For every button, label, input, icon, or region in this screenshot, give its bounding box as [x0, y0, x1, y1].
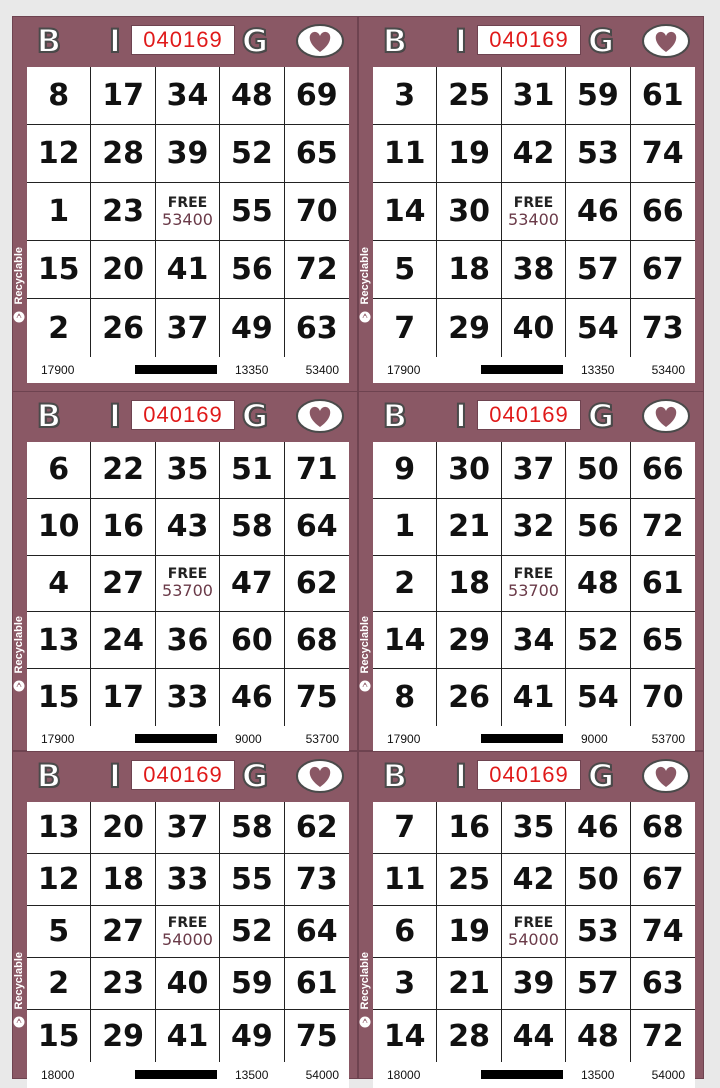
number-cell: 10 — [27, 499, 91, 556]
number-cell: 57 — [566, 241, 630, 299]
free-code: 53400 — [508, 209, 559, 229]
number-cell: 66 — [631, 442, 695, 499]
number-cell: 39 — [156, 125, 220, 183]
number-cell: 57 — [566, 958, 630, 1010]
header-letter-b: B — [36, 22, 62, 60]
card-header — [359, 392, 703, 442]
free-code: 53700 — [508, 581, 559, 601]
recycle-icon — [13, 679, 25, 691]
recycle-icon — [359, 310, 371, 322]
number-cell: 75 — [295, 680, 338, 716]
number-cell: 54 — [566, 669, 630, 726]
number-cell: 34 — [502, 612, 566, 669]
number-cell: 54 — [566, 299, 630, 357]
header-letter-b: B — [382, 757, 408, 795]
number-grid — [373, 67, 695, 357]
number-cell: 29 — [91, 1010, 155, 1062]
free-label: FREE — [513, 194, 554, 211]
card-footer — [27, 726, 349, 752]
barcode-bar — [481, 365, 563, 374]
number-cell: 55 — [220, 854, 284, 906]
number-cell: 27 — [91, 906, 155, 958]
header-letter-i: I — [109, 397, 121, 435]
number-cell: 28 — [437, 1010, 501, 1062]
recyclable-text: Recyclable — [359, 247, 371, 305]
barcode-bar — [481, 734, 563, 743]
footer-right-code: 53700 — [651, 732, 685, 746]
recyclable-label — [12, 616, 26, 691]
number-cell: 11 — [373, 854, 437, 906]
header-letter-i: I — [455, 22, 467, 60]
number-grid — [27, 67, 349, 357]
number-cell: 5 — [373, 241, 437, 299]
number-cell: 55 — [220, 183, 284, 241]
free-space — [156, 183, 220, 241]
recycle-icon — [13, 1015, 25, 1027]
number-cell: 68 — [285, 612, 349, 669]
number-cell: 18 — [437, 556, 501, 613]
number-cell: 2 — [27, 958, 91, 1010]
header-letter-g: G — [587, 757, 615, 795]
number-cell: 43 — [156, 499, 220, 556]
barcode-bar — [135, 734, 217, 743]
number-cell: 53 — [566, 906, 630, 958]
number-cell: 37 — [156, 299, 220, 357]
header-letter-g: G — [241, 757, 269, 795]
heart-icon — [641, 758, 691, 794]
number-cell: 2 — [373, 556, 437, 613]
recyclable-label — [358, 247, 372, 322]
footer-mid-code: 13500 — [235, 1068, 269, 1082]
number-cell: 42 — [502, 125, 566, 183]
header-letter-b: B — [382, 397, 408, 435]
recycle-icon — [13, 310, 25, 322]
serial-number: 040169 — [477, 760, 581, 790]
card-header — [13, 17, 357, 67]
number-cell: 49 — [220, 299, 284, 357]
number-cell: 33 — [156, 669, 220, 726]
number-cell: 6 — [373, 906, 437, 958]
number-cell: 16 — [437, 802, 501, 854]
footer-left-code: 17900 — [41, 363, 75, 377]
header-letter-g: G — [241, 397, 269, 435]
header-letter-b: B — [382, 22, 408, 60]
number-cell: 12 — [27, 125, 91, 183]
card-footer — [373, 1062, 695, 1088]
header-letter-b: B — [36, 757, 62, 795]
free-label: FREE — [167, 194, 208, 211]
footer-left-code: 17900 — [387, 732, 421, 746]
number-cell: 8 — [373, 669, 437, 726]
number-cell: 72 — [641, 1018, 684, 1054]
number-cell: 48 — [220, 67, 284, 125]
footer-mid-code: 13350 — [235, 363, 269, 377]
number-cell: 3 — [373, 958, 437, 1010]
number-cell: 65 — [285, 125, 349, 183]
header-letter-i: I — [455, 397, 467, 435]
card-footer — [373, 357, 695, 383]
number-cell: 71 — [285, 442, 349, 499]
number-cell: 15 — [27, 1010, 91, 1062]
number-cell: 22 — [91, 442, 155, 499]
number-cell: 30 — [437, 183, 501, 241]
number-cell: 19 — [437, 906, 501, 958]
number-cell: 72 — [285, 241, 349, 299]
number-cell: 5 — [27, 906, 91, 958]
number-cell: 40 — [502, 299, 566, 357]
free-label: FREE — [167, 566, 208, 583]
card-header — [359, 17, 703, 67]
footer-right-code: 54000 — [305, 1068, 339, 1082]
free-code: 54000 — [508, 929, 559, 949]
recyclable-text: Recyclable — [359, 952, 371, 1010]
number-cell: 64 — [285, 499, 349, 556]
number-cell: 52 — [220, 906, 284, 958]
number-cell: 37 — [502, 442, 566, 499]
footer-mid-code: 9000 — [235, 732, 262, 746]
number-cell: 20 — [91, 241, 155, 299]
bingo-card — [358, 16, 704, 396]
number-cell: 39 — [502, 958, 566, 1010]
free-code: 53400 — [162, 209, 213, 229]
number-cell: 1 — [27, 183, 91, 241]
number-cell: 72 — [631, 499, 695, 556]
number-cell: 2 — [27, 299, 91, 357]
recyclable-label — [12, 952, 26, 1027]
number-cell: 30 — [437, 442, 501, 499]
footer-left-code: 17900 — [387, 363, 421, 377]
number-cell: 29 — [437, 612, 501, 669]
number-cell: 19 — [437, 125, 501, 183]
serial-number: 040169 — [477, 25, 581, 55]
number-cell: 15 — [27, 669, 91, 726]
footer-left-code: 18000 — [41, 1068, 75, 1082]
number-cell: 9 — [373, 442, 437, 499]
heart-icon — [641, 398, 691, 434]
free-label: FREE — [513, 566, 554, 583]
number-cell: 7 — [373, 802, 437, 854]
number-cell: 23 — [91, 183, 155, 241]
number-cell: 36 — [156, 612, 220, 669]
number-cell: 46 — [566, 802, 630, 854]
number-cell: 41 — [502, 669, 566, 726]
number-cell: 27 — [91, 556, 155, 613]
card-footer — [27, 1062, 349, 1088]
number-cell: 14 — [373, 612, 437, 669]
bingo-card — [12, 16, 358, 396]
card-footer — [373, 726, 695, 752]
header-letter-i: I — [109, 757, 121, 795]
header-letter-g: G — [587, 397, 615, 435]
number-cell: 20 — [91, 802, 155, 854]
number-cell: 41 — [156, 241, 220, 299]
number-cell: 40 — [156, 958, 220, 1010]
number-cell: 23 — [91, 958, 155, 1010]
number-grid — [373, 802, 695, 1062]
number-cell: 37 — [156, 802, 220, 854]
number-cell: 50 — [566, 442, 630, 499]
number-cell: 67 — [631, 854, 695, 906]
bingo-card — [12, 391, 358, 751]
number-cell: 25 — [437, 854, 501, 906]
number-cell: 41 — [156, 1010, 220, 1062]
number-cell: 31 — [502, 67, 566, 125]
number-cell: 13 — [27, 612, 91, 669]
header-letter-i: I — [109, 22, 121, 60]
number-cell: 61 — [631, 556, 695, 613]
number-cell: 1 — [373, 499, 437, 556]
number-cell: 56 — [220, 241, 284, 299]
recyclable-label — [358, 616, 372, 691]
number-cell: 6 — [27, 442, 91, 499]
free-label: FREE — [167, 914, 208, 931]
number-cell: 7 — [373, 299, 437, 357]
number-grid — [27, 442, 349, 726]
footer-left-code: 17900 — [41, 732, 75, 746]
number-cell: 46 — [566, 183, 630, 241]
card-header — [13, 392, 357, 442]
number-cell: 68 — [631, 802, 695, 854]
number-cell: 64 — [285, 906, 349, 958]
number-cell: 4 — [27, 556, 91, 613]
barcode-bar — [135, 1070, 217, 1079]
number-cell: 18 — [437, 241, 501, 299]
footer-right-code: 53400 — [651, 363, 685, 377]
number-cell: 13 — [27, 802, 91, 854]
footer-right-code: 53400 — [305, 363, 339, 377]
number-cell: 34 — [156, 67, 220, 125]
free-space — [502, 556, 566, 613]
heart-icon — [641, 23, 691, 59]
number-cell: 35 — [502, 802, 566, 854]
heart-icon — [295, 398, 345, 434]
header-letter-i: I — [455, 757, 467, 795]
number-cell: 61 — [285, 958, 349, 1010]
free-space — [156, 906, 220, 958]
footer-mid-code: 13500 — [581, 1068, 615, 1082]
number-cell: 60 — [220, 612, 284, 669]
number-cell: 21 — [437, 499, 501, 556]
number-cell: 52 — [566, 612, 630, 669]
number-cell: 74 — [631, 125, 695, 183]
number-cell: 66 — [631, 183, 695, 241]
number-cell: 47 — [220, 556, 284, 613]
serial-number: 040169 — [131, 400, 235, 430]
serial-number: 040169 — [131, 760, 235, 790]
number-cell: 3 — [373, 67, 437, 125]
number-cell: 8 — [27, 67, 91, 125]
free-code: 54000 — [162, 929, 213, 949]
number-cell: 58 — [220, 802, 284, 854]
number-cell: 59 — [220, 958, 284, 1010]
footer-right-code: 54000 — [651, 1068, 685, 1082]
number-cell: 15 — [27, 241, 91, 299]
number-cell: 69 — [285, 67, 349, 125]
bingo-card — [358, 751, 704, 1082]
number-cell: 70 — [285, 183, 349, 241]
number-cell: 24 — [91, 612, 155, 669]
header-letter-g: G — [241, 22, 269, 60]
number-cell: 14 — [373, 183, 437, 241]
header-letter-g: G — [587, 22, 615, 60]
bingo-card — [12, 751, 358, 1082]
recycle-icon — [359, 1015, 371, 1027]
number-cell: 65 — [631, 612, 695, 669]
number-cell: 33 — [156, 854, 220, 906]
card-footer — [27, 357, 349, 383]
barcode-bar — [135, 365, 217, 374]
number-cell: 53 — [566, 125, 630, 183]
number-cell: 25 — [437, 67, 501, 125]
heart-icon — [295, 758, 345, 794]
number-cell: 18 — [91, 854, 155, 906]
number-cell: 75 — [295, 1018, 338, 1054]
free-code: 53700 — [162, 581, 213, 601]
number-cell: 28 — [91, 125, 155, 183]
number-cell: 29 — [437, 299, 501, 357]
number-cell: 62 — [285, 556, 349, 613]
number-cell: 26 — [437, 669, 501, 726]
footer-right-code: 53700 — [305, 732, 339, 746]
number-cell: 58 — [220, 499, 284, 556]
number-cell: 70 — [641, 680, 684, 716]
barcode-bar — [481, 1070, 563, 1079]
number-cell: 63 — [631, 958, 695, 1010]
number-cell: 35 — [156, 442, 220, 499]
footer-mid-code: 13350 — [581, 363, 615, 377]
number-cell: 74 — [631, 906, 695, 958]
heart-icon — [295, 23, 345, 59]
number-cell: 11 — [373, 125, 437, 183]
number-cell: 26 — [91, 299, 155, 357]
free-space — [156, 556, 220, 613]
card-header — [13, 752, 357, 802]
card-header — [359, 752, 703, 802]
footer-left-code: 18000 — [387, 1068, 421, 1082]
number-cell: 49 — [220, 1010, 284, 1062]
number-cell: 42 — [502, 854, 566, 906]
number-cell: 63 — [295, 310, 338, 346]
serial-number: 040169 — [477, 400, 581, 430]
number-cell: 73 — [641, 310, 684, 346]
bingo-card — [358, 391, 704, 751]
number-cell: 48 — [566, 1010, 630, 1062]
recyclable-text: Recyclable — [359, 616, 371, 674]
number-cell: 32 — [502, 499, 566, 556]
number-cell: 38 — [502, 241, 566, 299]
recycle-icon — [359, 679, 371, 691]
recyclable-label — [358, 952, 372, 1027]
footer-mid-code: 9000 — [581, 732, 608, 746]
number-cell: 16 — [91, 499, 155, 556]
number-cell: 51 — [220, 442, 284, 499]
number-cell: 62 — [285, 802, 349, 854]
recyclable-label — [12, 247, 26, 322]
number-cell: 44 — [502, 1010, 566, 1062]
number-cell: 61 — [631, 67, 695, 125]
number-cell: 50 — [566, 854, 630, 906]
recyclable-text: Recyclable — [13, 247, 25, 305]
header-letter-b: B — [36, 397, 62, 435]
number-cell: 21 — [437, 958, 501, 1010]
number-cell: 67 — [631, 241, 695, 299]
recyclable-text: Recyclable — [13, 616, 25, 674]
number-cell: 48 — [566, 556, 630, 613]
number-grid — [27, 802, 349, 1062]
number-cell: 56 — [566, 499, 630, 556]
number-grid — [373, 442, 695, 726]
number-cell: 46 — [220, 669, 284, 726]
number-cell: 17 — [91, 67, 155, 125]
number-cell: 59 — [566, 67, 630, 125]
free-label: FREE — [513, 914, 554, 931]
number-cell: 17 — [91, 669, 155, 726]
free-space — [502, 183, 566, 241]
number-cell: 73 — [285, 854, 349, 906]
number-cell: 52 — [220, 125, 284, 183]
number-cell: 12 — [27, 854, 91, 906]
number-cell: 14 — [373, 1010, 437, 1062]
recyclable-text: Recyclable — [13, 952, 25, 1010]
free-space — [502, 906, 566, 958]
serial-number: 040169 — [131, 25, 235, 55]
